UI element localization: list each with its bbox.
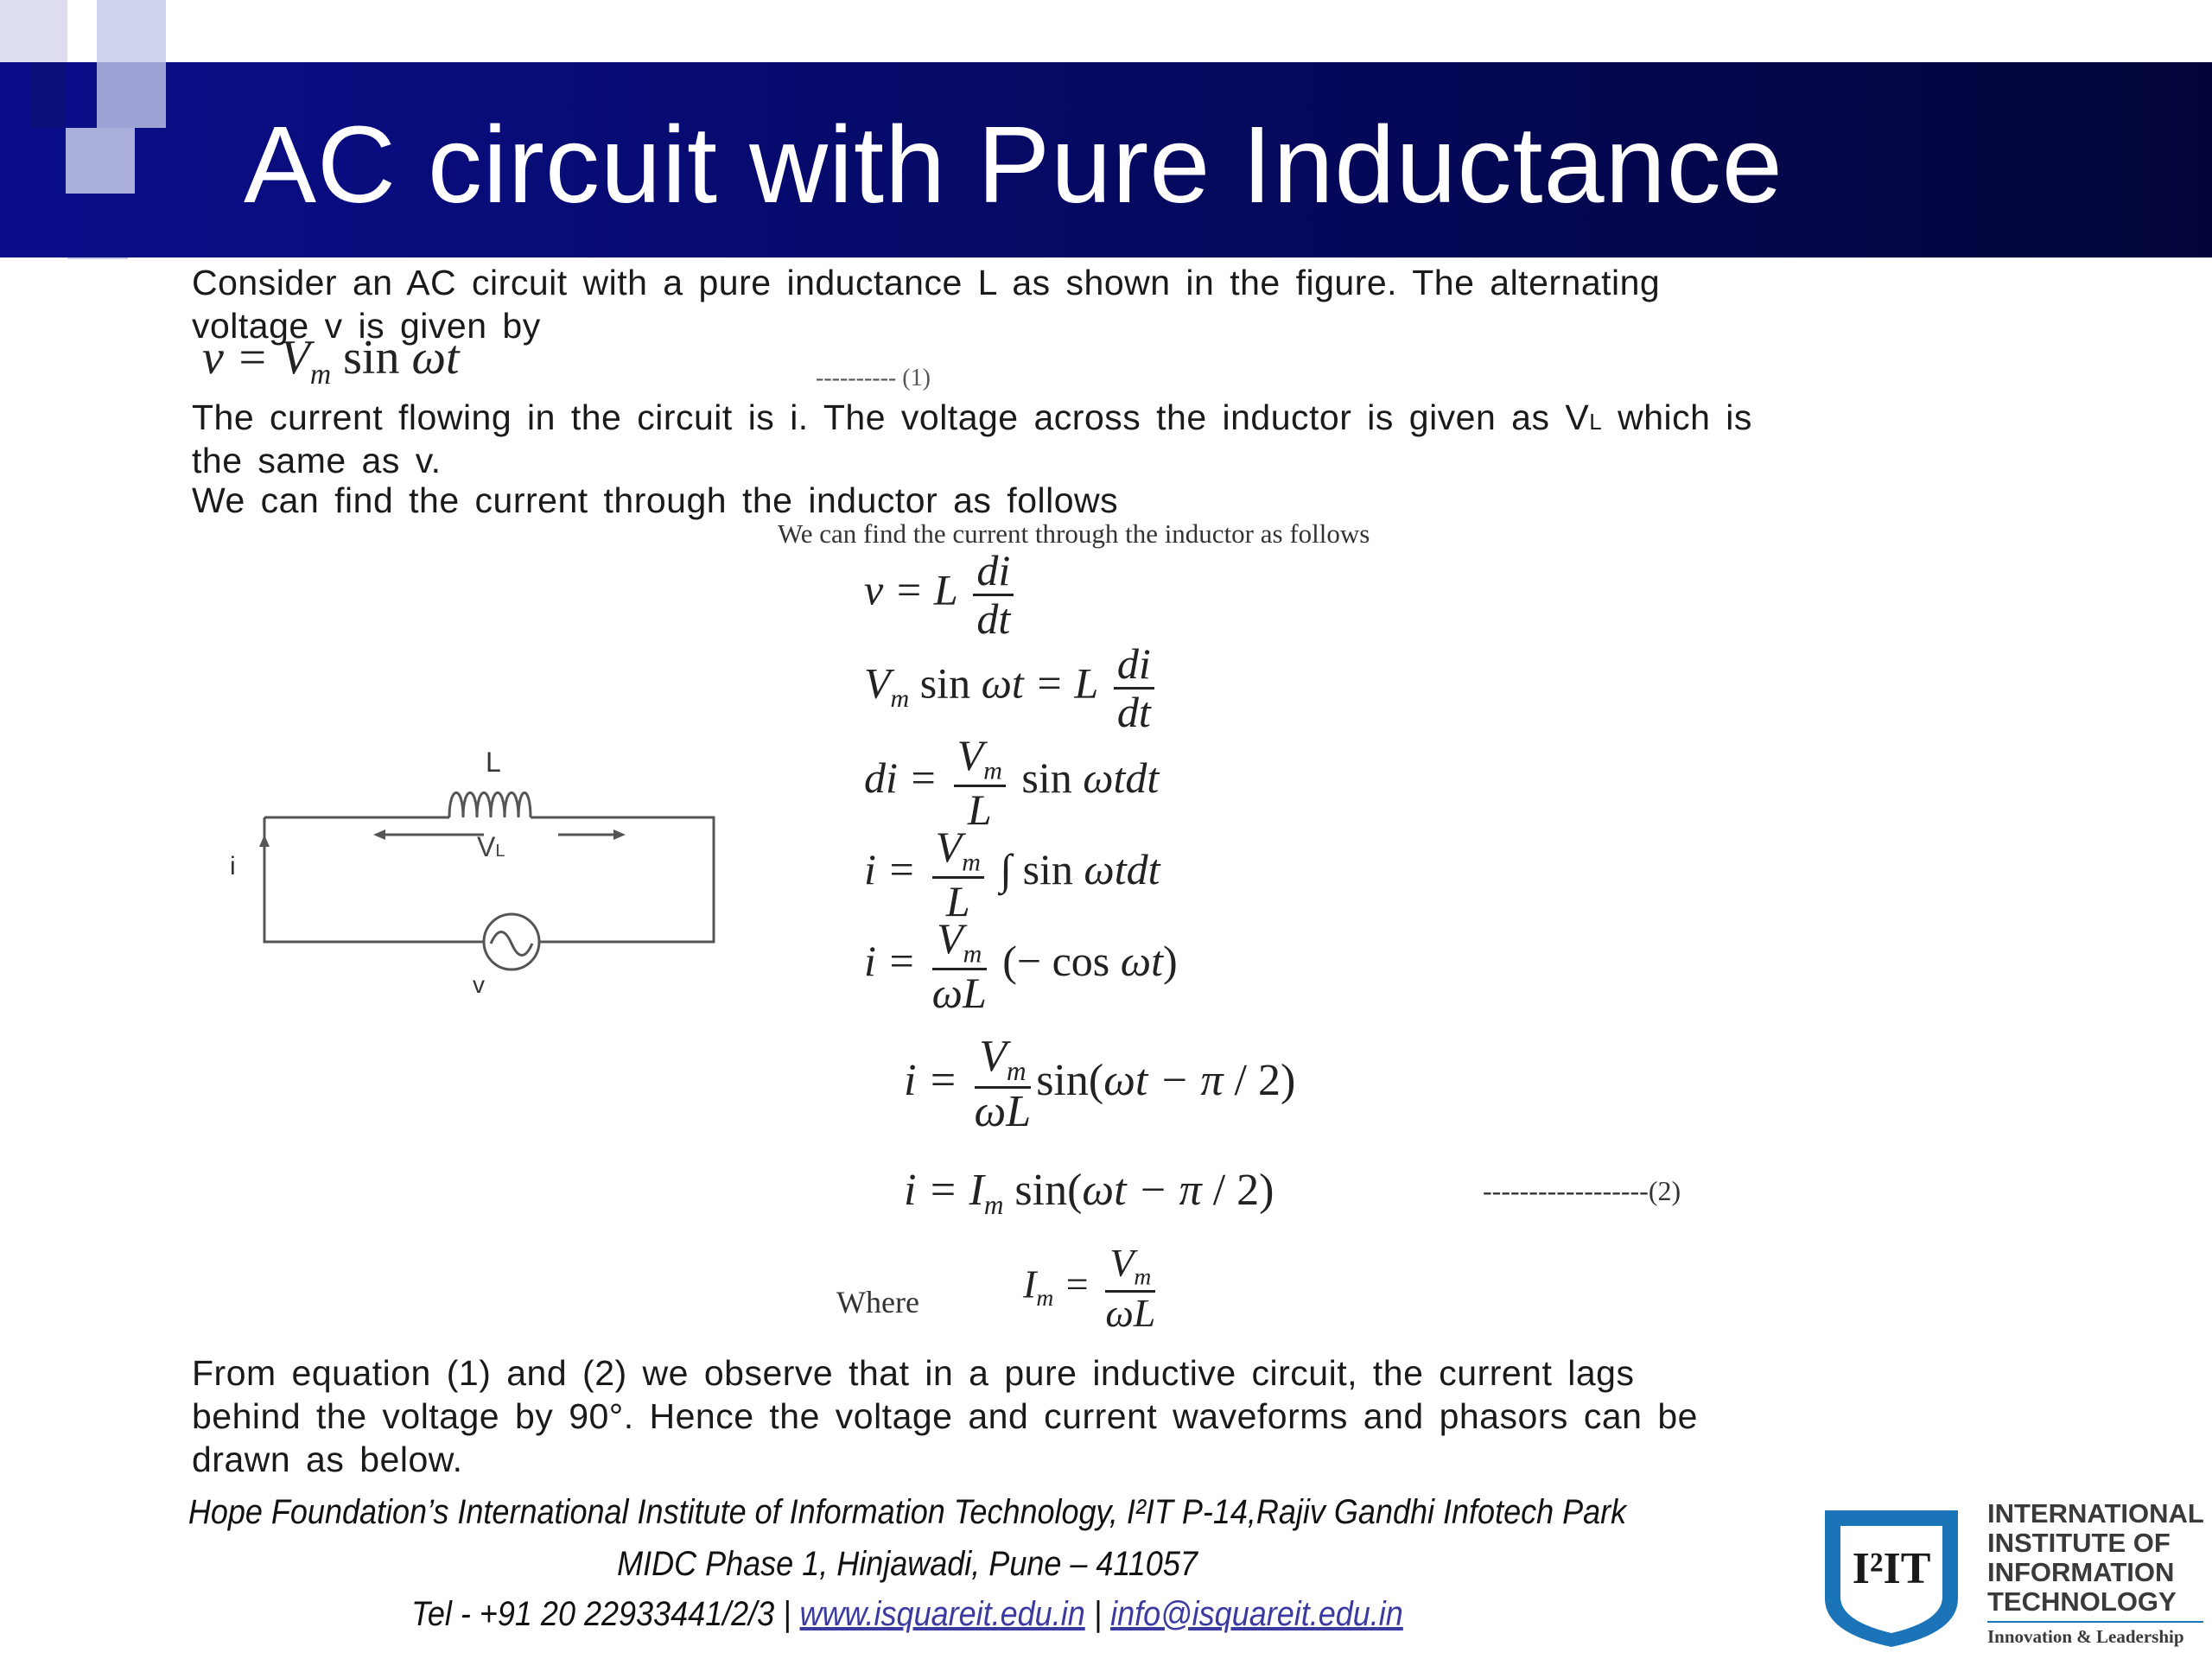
voltage-label-text: V bbox=[477, 831, 496, 862]
voltage-label-sub: L bbox=[495, 842, 505, 861]
footer-line-2: MIDC Phase 1, Hinjawadi, Pune – 411057 bbox=[617, 1545, 1198, 1583]
intro-line-3-end: which is bbox=[1602, 397, 1752, 437]
derivation-eq-f: i = $\frac{V_m}{\omega L}$ sin(ωt − π / 2) bbox=[904, 1032, 1296, 1136]
intro-line-1: Consider an AC circuit with a pure inductance L as shown in the figure. The alternating bbox=[192, 263, 1661, 302]
inductor-coil-icon bbox=[449, 793, 531, 818]
footer-tel: Tel - +91 20 22933441/2/3 | bbox=[411, 1595, 800, 1633]
logo-divider bbox=[1987, 1621, 2203, 1623]
logo-mark: I²IT bbox=[1852, 1544, 1931, 1593]
source-label: v bbox=[473, 971, 485, 998]
inductor-label: L bbox=[486, 747, 501, 778]
decor-square-dark bbox=[31, 62, 66, 128]
derivation-eq-e: i = $\frac{V_m}{\omega L}$ (− cos ωt) bbox=[864, 914, 1178, 1017]
derivation-eq-g: $i = I_m$ sin(ωt − π / 2) bbox=[904, 1166, 1274, 1220]
intro-line-4: the same as v. bbox=[192, 441, 442, 480]
footer-line-3 bbox=[137, 1595, 1677, 1634]
derivation-eq-im: $I_m$ = $\frac{V_m}{\omega L}$ bbox=[1023, 1241, 1156, 1335]
intro-line-3-sub: L bbox=[1589, 409, 1603, 435]
footer-website-link[interactable]: www.isquareit.edu.in bbox=[799, 1595, 1085, 1633]
where-label: Where bbox=[836, 1285, 919, 1319]
derivation-eq-c: di = $\frac{V_m}{L}$ sin ωtdt bbox=[864, 731, 1160, 834]
logo-line-3: INFORMATION bbox=[1987, 1557, 2175, 1587]
circuit-diagram bbox=[216, 743, 734, 1002]
equation-1: $v = V_m$ sin ωt bbox=[202, 331, 460, 391]
conclusion-line-3: drawn as below. bbox=[192, 1440, 463, 1479]
voltage-label bbox=[477, 831, 505, 863]
derivation-eq-b: $V_m$ sin ωt = L $\frac{di}{dt}$ bbox=[864, 641, 1160, 734]
equation-1-ref: ---------- (1) bbox=[816, 365, 931, 391]
decor-square-2 bbox=[97, 0, 166, 64]
equation-2-ref: ------------------(2) bbox=[1483, 1175, 1681, 1206]
institute-logo bbox=[1818, 1495, 2207, 1656]
circuit-wire-bottom-left bbox=[264, 817, 484, 942]
derivation-eq-d: i = $\frac{V_m}{L}$ ∫ sin ωtdt bbox=[864, 823, 1160, 925]
footer-line-1: Hope Foundation’s International Institute of Information Technology, I²IT P-14,Rajiv Gandhi Infotech Park bbox=[188, 1493, 1627, 1531]
intro-line-5: We can find the current through the inductor as follows bbox=[192, 480, 1119, 520]
derivation-eq-a: v = L $\frac{di}{dt}$ bbox=[864, 548, 1019, 641]
conclusion-line-1: From equation (1) and (2) we observe that in a pure inductive circuit, the current lags bbox=[192, 1353, 1635, 1393]
current-label: i bbox=[230, 852, 236, 880]
footer-sep: | bbox=[1084, 1595, 1111, 1633]
logo-line-4: TECHNOLOGY bbox=[1987, 1586, 2177, 1617]
intro-line-3-text: The current flowing in the circuit is i. The voltage across the inductor is given as V bbox=[192, 397, 1590, 437]
decor-square-light bbox=[66, 128, 135, 194]
conclusion-line-2: behind the voltage by 90°. Hence the voltage and current waveforms and phasors can be bbox=[192, 1396, 1698, 1436]
derivation-caption: We can find the current through the inductor as follows bbox=[778, 518, 1370, 549]
logo-line-1: INTERNATIONAL bbox=[1987, 1498, 2204, 1529]
logo-line-2: INSTITUTE OF bbox=[1987, 1528, 2171, 1558]
logo-tagline: Innovation & Leadership bbox=[1987, 1626, 2184, 1647]
footer-email-link[interactable]: info@isquareit.edu.in bbox=[1110, 1595, 1403, 1633]
intro-line-3 bbox=[192, 397, 1752, 438]
decor-square-mid bbox=[97, 62, 166, 128]
intro-line-2: voltage v is given by bbox=[192, 306, 541, 346]
slide-title: AC circuit with Pure Inductance bbox=[244, 104, 1783, 226]
